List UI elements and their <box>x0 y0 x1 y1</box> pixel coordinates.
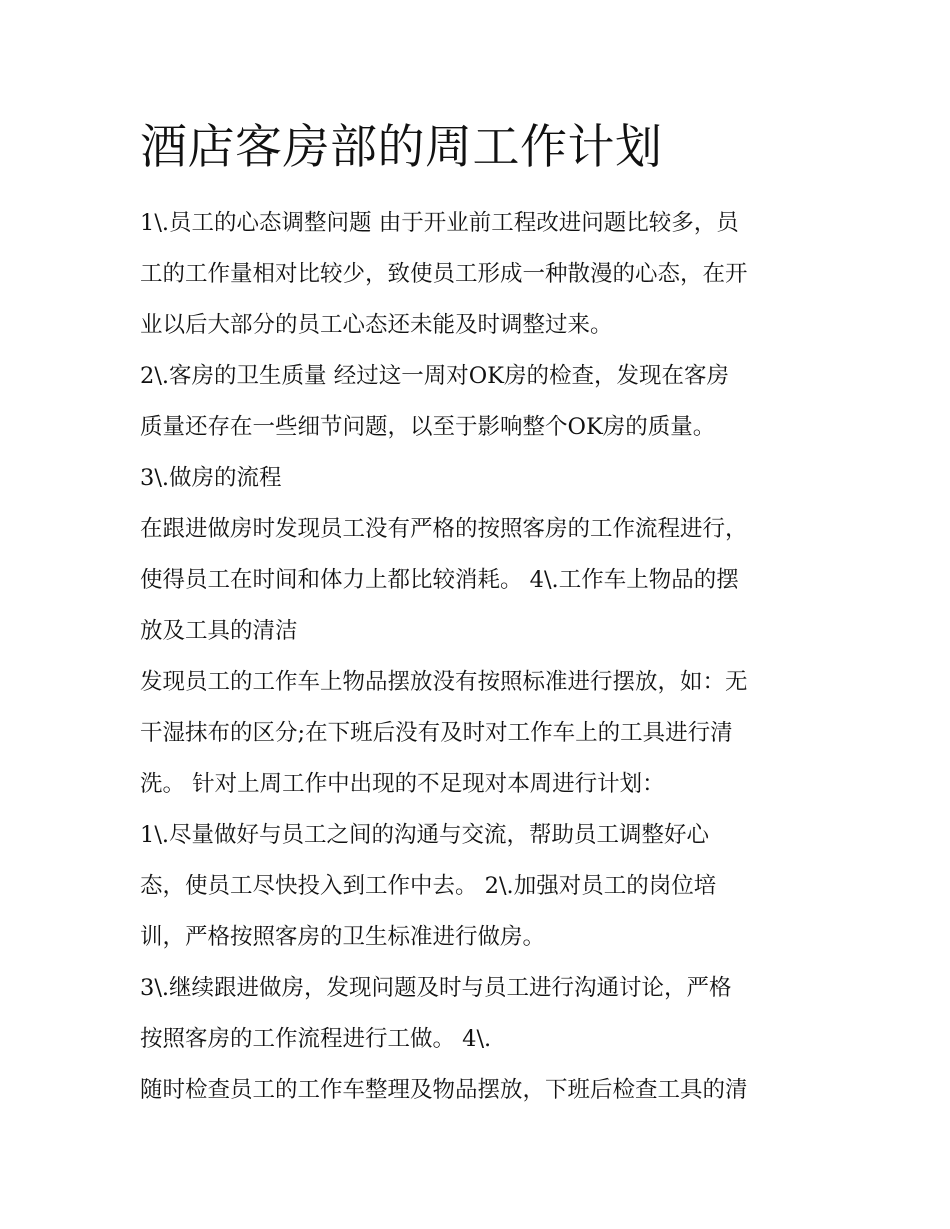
body-line: 态，使员工尽快投入到工作中去。 2\.加强对员工的岗位培 <box>140 873 717 899</box>
body-line: 放及工具的清洁 <box>140 618 298 644</box>
body-line: 按照客房的工作流程进行工做。 4\. <box>140 1026 492 1052</box>
document-title: 酒店客房部的周工作计划 <box>140 120 663 175</box>
document-body <box>140 198 820 1116</box>
body-line: 在跟进做房时发现员工没有严格的按照客房的工作流程进行， <box>140 516 748 542</box>
body-line: 2\.客房的卫生质量 经过这一周对OK房的检查，发现在客房 <box>140 363 729 389</box>
body-line: 1\.员工的心态调整问题 由于开业前工程改进问题比较多，员 <box>140 210 739 236</box>
body-line: 工的工作量相对比较少，致使员工形成一种散漫的心态，在开 <box>140 261 748 287</box>
body-line: 训，严格按照客房的卫生标准进行做房。 <box>140 924 546 950</box>
body-line: 业以后大部分的员工心态还未能及时调整过来。 <box>140 312 613 338</box>
body-line: 1\.尽量做好与员工之间的沟通与交流，帮助员工调整好心 <box>140 822 710 848</box>
body-line: 洗。 针对上周工作中出现的不足现对本周进行计划： <box>140 771 665 797</box>
body-line: 干湿抹布的区分;在下班后没有及时对工作车上的工具进行清 <box>140 720 733 746</box>
body-line: 3\.做房的流程 <box>140 465 282 491</box>
body-line: 质量还存在一些细节问题，以至于影响整个OK房的质量。 <box>140 414 716 440</box>
body-line: 使得员工在时间和体力上都比较消耗。 4\.工作车上物品的摆 <box>140 567 739 593</box>
body-line: 3\.继续跟进做房，发现问题及时与员工进行沟通讨论，严格 <box>140 975 732 1001</box>
body-line: 发现员工的工作车上物品摆放没有按照标准进行摆放，如：无 <box>140 669 748 695</box>
body-line: 随时检查员工的工作车整理及物品摆放，下班后检查工具的清 <box>140 1077 748 1103</box>
